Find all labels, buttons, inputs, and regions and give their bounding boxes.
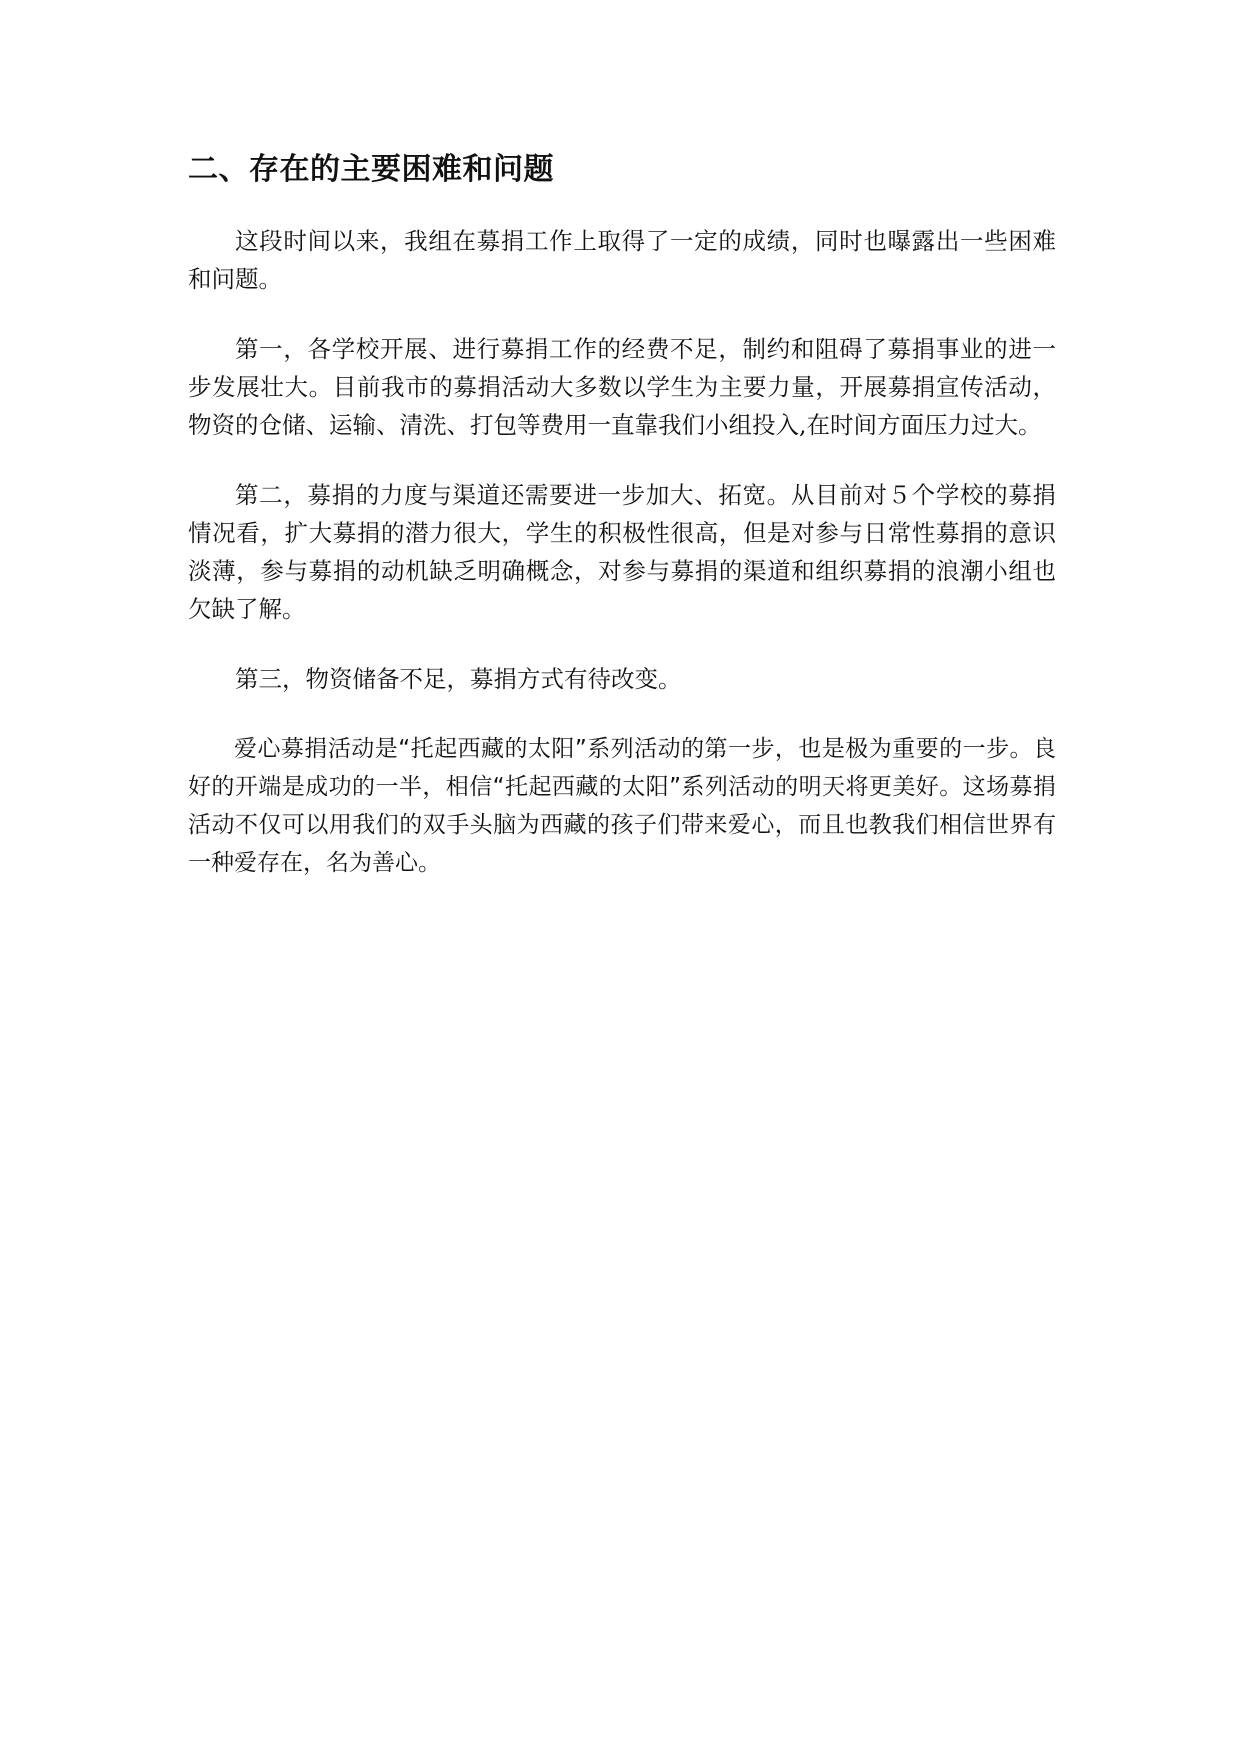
paragraph-problem-3: 第三，物资储备不足，募捐方式有待改变。 <box>235 665 682 693</box>
section-heading: 二、存在的主要困难和问题 <box>188 152 554 187</box>
paragraph-problem-1: 第一，各学校开展、进行募捐工作的经费不足，制约和阻碍了募捐事业的进一步发展壮大。目前我市的募捐活动大多数以学生为主要力量，开展募捐宣传活动，物资的仓储、运输、清洗、打包等费用一直靠我们小组投入,在时间方面压力过大。 <box>188 335 1056 439</box>
document-body <box>188 148 1056 914</box>
paragraph-intro: 这段时间以来，我组在募捐工作上取得了一定的成绩，同时也曝露出一些困难和问题。 <box>188 227 1056 293</box>
paragraph-conclusion: 爱心募捐活动是“托起西藏的太阳”系列活动的第一步，也是极为重要的一步。良好的开端是成功的一半，相信“托起西藏的太阳”系列活动的明天将更美好。这场募捐活动不仅可以用我们的双手头脑为西藏的孩子们带来爱心，而且也教我们相信世界有一种爱存在，名为善心。 <box>188 736 1056 876</box>
paragraph-problem-2: 第二，募捐的力度与渠道还需要进一步加大、拓宽。从目前对５个学校的募捐情况看，扩大募捐的潜力很大，学生的积极性很高，但是对参与日常性募捐的意识淡薄，参与募捐的动机缺乏明确概念，对参与募捐的渠道和组织募捐的浪潮小组也欠缺了解。 <box>188 481 1056 623</box>
